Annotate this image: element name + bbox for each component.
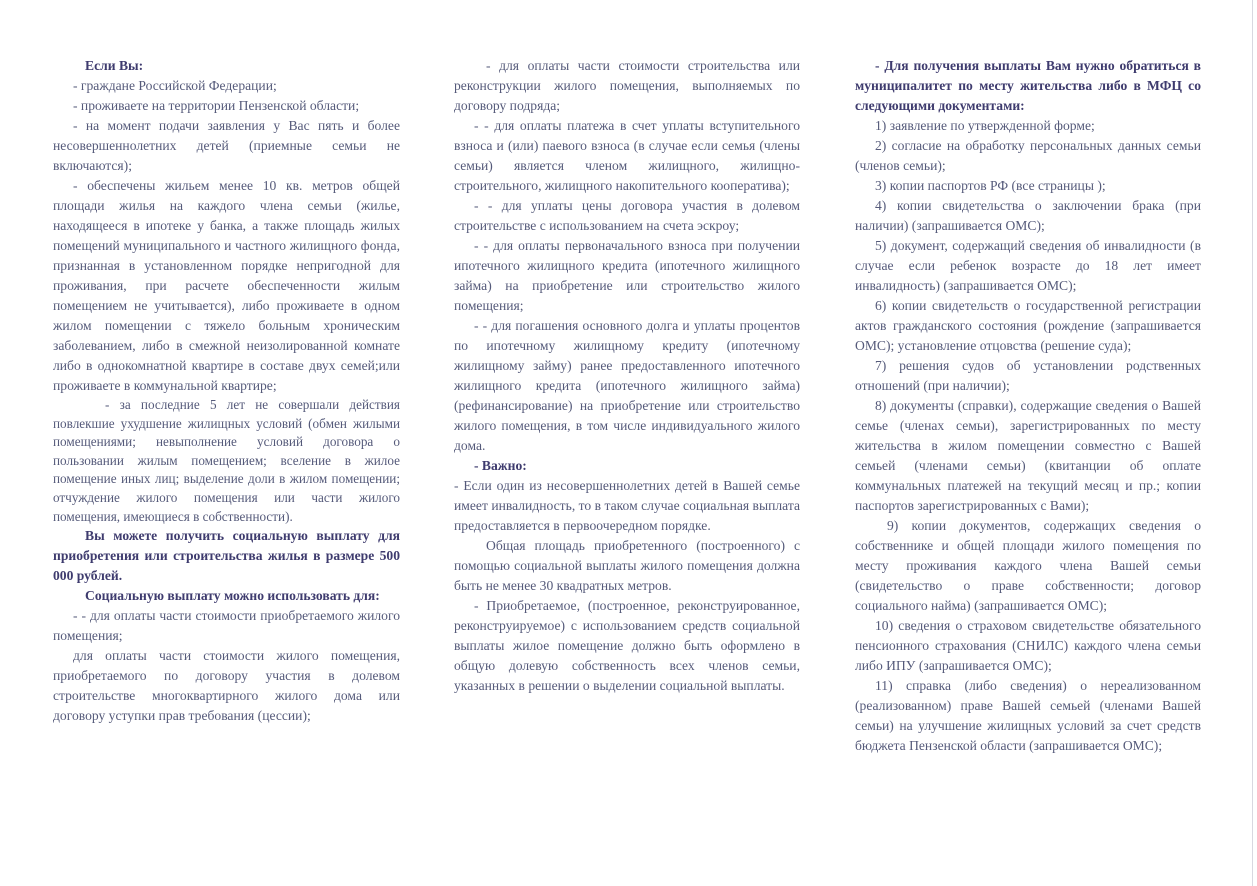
documents-item-6: 6) копии свидетельств о государственной регистрации актов гражданского состояния (рождение (запрашивается ОМС); установление отцовства (решение суда);	[855, 298, 1201, 353]
important-disability: - Если один из несовершеннолетних детей в Вашей семье имеет инвалидность, то в таком случае социальная выплата предоставляется в первоочередном порядке.	[454, 478, 800, 533]
usage-shared-construction: для оплаты части стоимости жилого помещения, приобретаемого по договору участия в долевом строительстве многоквартирного жилого дома или договору уступки прав требования (цессии);	[53, 648, 400, 724]
eligibility-children: - на момент подачи заявления у Вас пять и более несовершеннолетних детей (приемные семьи не включаются);	[53, 118, 400, 173]
documents-item-11: 11) справка (либо сведения) о нереализованном (реализованном) праве Вашей семьей (членами Вашей семьи) на улучшение жилищных условий за счет средств бюджета Пензенской области (запрашивается ОМС);	[855, 678, 1201, 753]
page-edge-divider	[1252, 0, 1253, 886]
column-eligibility	[53, 56, 400, 726]
documents-item-1: 1) заявление по утвержденной форме;	[875, 118, 1095, 133]
documents-item-10: 10) сведения о страховом свидетельстве обязательного пенсионного страхования (СНИЛС) каждого члена семьи либо ИПУ (запрашивается ОМС);	[855, 618, 1201, 673]
column-documents	[855, 56, 1201, 756]
documents-item-2: 2) согласие на обработку персональных данных семьи (членов семьи);	[855, 138, 1201, 173]
eligibility-residence: - проживаете на территории Пензенской области;	[73, 98, 360, 113]
column-usage	[454, 56, 800, 696]
documents-item-8: 8) документы (справки), содержащие сведения о Вашей семье (членах семьи), зарегистрированных по месту жительства в жилом помещении совместно с Вашей семьей (членами семьи) (квитанции об оплате коммунальных платежей на текущий месяц и пр.; копии паспортов зарегистрированных с Вами);	[855, 398, 1201, 513]
documents-item-9: 9) копии документов, содержащих сведения о собственнике и общей площади жилого помещения по месту проживания каждого члена Вашей семьи (свидетельство о праве собственности; договор социального найма) (запрашивается ОМС);	[855, 518, 1201, 613]
important-ownership: - Приобретаемое, (построенное, реконструированное, реконструируемое) с использованием средств социальной выплаты жилое помещение должно быть оформлено в общую долевую собственность всех членов семьи, указанных в решении о выделении социальной выплаты.	[454, 598, 800, 693]
eligibility-heading: Если Вы:	[85, 58, 144, 73]
usage-construction: - для оплаты части стоимости строительства или реконструкции жилого помещения, выполняемых по договору подряда;	[454, 58, 800, 113]
usage-down-payment: - - для оплаты первоначального взноса при получении ипотечного жилищного кредита (ипотечного жилищного займа) на приобретение или строительство жилого помещения;	[454, 238, 800, 313]
payment-amount-text: Вы можете получить социальную выплату для приобретения или строительства жилья в размере 500 000 рублей.	[53, 528, 400, 584]
payment-usage-heading: Социальную выплату можно использовать для:	[85, 588, 380, 604]
usage-refinancing: - - для погашения основного долга и уплаты процентов по ипотечному жилищному кредиту (ипотечному жилищному займу) ранее предоставленного ипотечного жилищного кредита (ипотечного жилищного займа) (рефинансирование) на приобретение или строительство жилого помещения, в том числе индивидуального жилого дома.	[454, 318, 800, 453]
usage-purchase: - - для оплаты части стоимости приобретаемого жилого помещения;	[53, 608, 400, 644]
documents-item-5: 5) документ, содержащий сведения об инвалидности (в случае если ребенок возрасте до 18 лет имеет инвалидность) (запрашивается ОМС);	[855, 238, 1201, 293]
eligibility-housing-area: - обеспечены жильем менее 10 кв. метров общей площади жилья на каждого члена семьи (жилье, находящееся в ипотеке у банка, а также площадь жилых помещений муниципального и частного жилищного фонда, признанная в установленном порядке непригодной для проживания, при расчете обеспеченности жилым помещением не учитывается), либо проживаете в одном жилом помещении с тяжело больным хроническим заболеванием, либо в смежной неизолированной комнате либо в однокомнатной квартире в составе двух семей;или проживаете в коммунальной квартире;	[53, 178, 400, 393]
documents-heading: - Для получения выплаты Вам нужно обратиться в муниципалитет по месту жительства либо в МФЦ со следующими документами:	[855, 58, 1201, 113]
documents-item-3: 3) копии паспортов РФ (все страницы );	[875, 178, 1106, 193]
usage-escrow: - - для уплаты цены договора участия в долевом строительстве с использованием на счета эскроу;	[454, 198, 800, 233]
important-heading: - Важно:	[474, 458, 527, 473]
documents-item-7: 7) решения судов об установлении родственных отношений (при наличии);	[855, 358, 1201, 393]
important-min-area: Общая площадь приобретенного (построенного) с помощью социальной выплаты жилого помещения должна быть не менее 30 квадратных метров.	[454, 538, 800, 593]
eligibility-citizenship: - граждане Российской Федерации;	[73, 78, 277, 93]
usage-cooperative: - - для оплаты платежа в счет уплаты вступительного взноса и (или) паевого взноса (в случае если семья (члены семьи) является членом жилищного, жилищно-строительного, жилищного накопительного кооператива);	[454, 118, 800, 193]
eligibility-no-worsening: - за последние 5 лет не совершали действия повлекшие ухудшение жилищных условий (обмен жилыми помещениями; невыполнение условий договора о пользовании жилым помещением; вселение в жилое помещение иных лиц; выделение доли в жилом помещении; отчуждение жилого помещения или части жилого помещения, имеющиеся в собственности).	[53, 397, 400, 524]
documents-item-4: 4) копии свидетельства о заключении брака (при наличии) (запрашивается ОМС);	[855, 198, 1201, 233]
